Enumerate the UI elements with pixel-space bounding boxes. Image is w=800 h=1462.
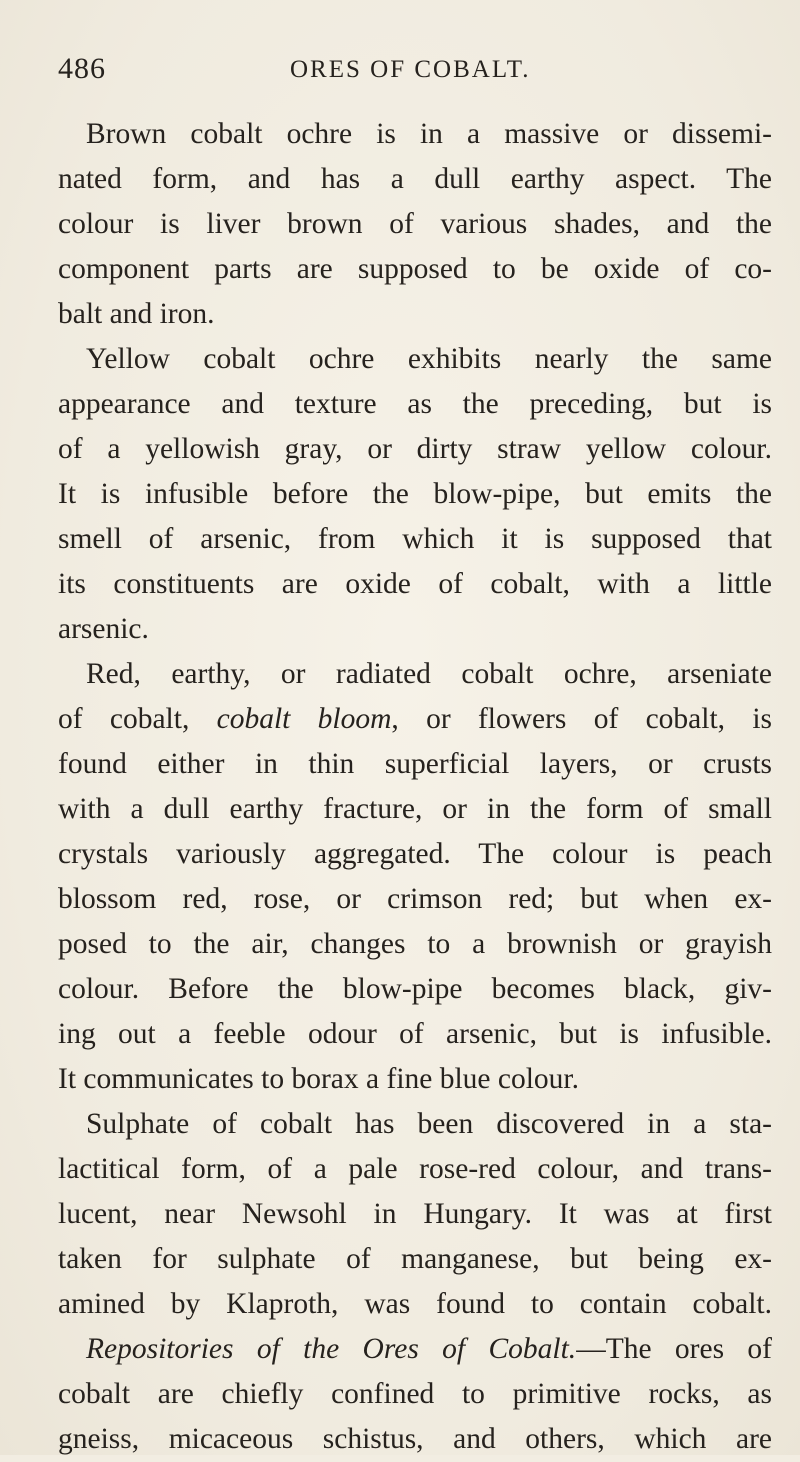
text-line: blossom red, rose, or crimson red; but when ex- xyxy=(58,883,772,915)
text-line: Yellow cobalt ochre exhibits nearly the same xyxy=(86,343,772,375)
text-line: crystals variously aggregated. The colour is peach xyxy=(58,838,772,870)
text-line: with a dull earthy fracture, or in the form of small xyxy=(58,793,772,825)
text-segment: , or flowers of cobalt, is xyxy=(391,703,772,735)
text-line: amined by Klaproth, was found to contain cobalt. xyxy=(58,1288,772,1320)
text-line: smell of arsenic, from which it is supposed that xyxy=(58,523,772,555)
text-line: arsenic. xyxy=(58,613,149,645)
text-line: lactitical form, of a pale rose-red colour, and trans- xyxy=(58,1153,772,1185)
text-segment: of cobalt, xyxy=(58,703,217,735)
page-header xyxy=(58,52,758,92)
page-number: 486 xyxy=(58,52,106,85)
text-line: Brown cobalt ochre is in a massive or dissemi- xyxy=(86,118,772,150)
text-line xyxy=(58,697,772,742)
text-line: nated form, and has a dull earthy aspect. The xyxy=(58,163,772,195)
text-line: its constituents are oxide of cobalt, with a little xyxy=(58,568,772,600)
text-line: colour. Before the blow-pipe becomes black, giv- xyxy=(58,973,772,1005)
text-line: It is infusible before the blow-pipe, but emits the xyxy=(58,478,772,510)
text-line: of a yellowish gray, or dirty straw yellow colour. xyxy=(58,433,772,465)
italic-term: Repositories of the Ores of Cobalt. xyxy=(86,1333,577,1365)
text-line: Red, earthy, or radiated cobalt ochre, arseniate xyxy=(86,658,772,690)
text-line: lucent, near Newsohl in Hungary. It was at first xyxy=(58,1198,772,1230)
text-line xyxy=(58,1327,772,1372)
running-head: ORES OF COBALT. xyxy=(290,56,531,83)
text-line: component parts are supposed to be oxide of co- xyxy=(58,253,772,285)
text-line: gneiss, micaceous schistus, and others, which are xyxy=(58,1423,772,1455)
text-line: taken for sulphate of manganese, but being ex- xyxy=(58,1243,772,1275)
text-line: Sulphate of cobalt has been discovered in a sta- xyxy=(86,1108,772,1140)
text-line: appearance and texture as the preceding, but is xyxy=(58,388,772,420)
text-line: colour is liver brown of various shades, and the xyxy=(58,208,772,240)
text-line: posed to the air, changes to a brownish or grayish xyxy=(58,928,772,960)
body-text xyxy=(58,112,772,1462)
text-line: It communicates to borax a fine blue colour. xyxy=(58,1063,580,1095)
text-line: ing out a feeble odour of arsenic, but is infusible. xyxy=(58,1018,772,1050)
text-line: cobalt are chiefly confined to primitive rocks, as xyxy=(58,1378,772,1410)
text-line: found either in thin superficial layers, or crusts xyxy=(58,748,772,780)
italic-term: cobalt bloom xyxy=(216,703,392,735)
text-segment: —The ores of xyxy=(576,1333,772,1365)
text-line: balt and iron. xyxy=(58,298,215,330)
